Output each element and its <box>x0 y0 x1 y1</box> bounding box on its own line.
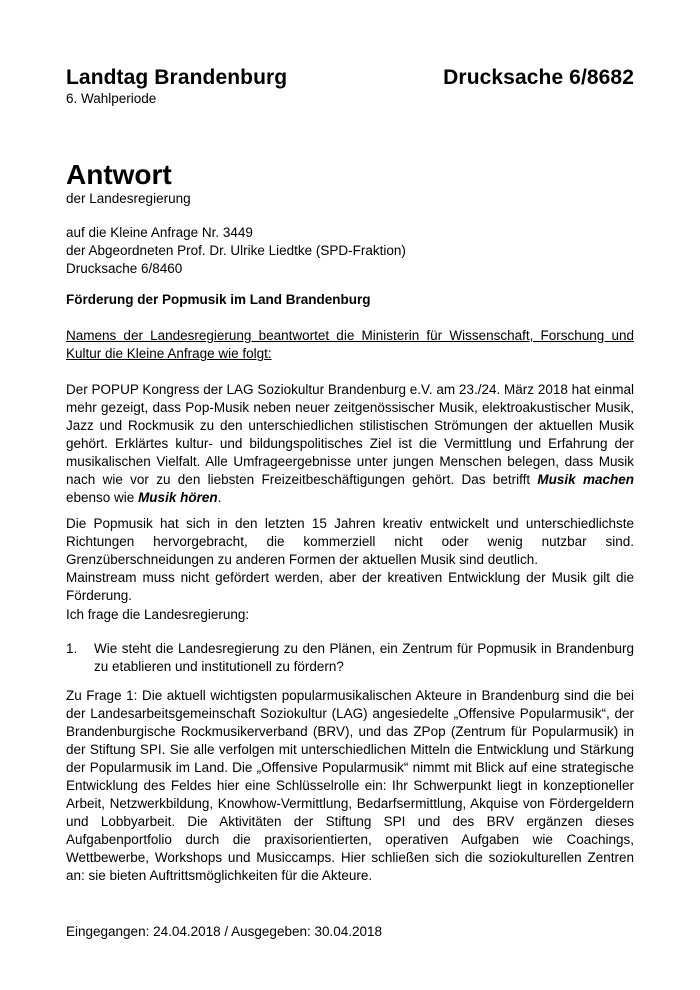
paragraph-development-line-b: Mainstream muss nicht gefördert werden, aber der kreativen Entwicklung der Musik gilt die Förderung. <box>66 570 634 603</box>
issuer-line: der Landesregierung <box>66 191 191 206</box>
emphasis-musik-hoeren: Musik hören <box>138 490 218 505</box>
question-intro: Ich frage die Landesregierung: <box>66 607 250 622</box>
reference-line-2: der Abgeordneten Prof. Dr. Ulrike Liedtke (SPD-Fraktion) <box>66 243 406 258</box>
paragraph-context-text-a: Der POPUP Kongress der LAG Soziokultur Brandenburg e.V. am 23./24. März 2018 hat einmal mehr gezeigt, dass Pop-Musik neben neuer zeitgenössischer Musik, elektroakustischer Musik, Jazz und Rockmusik zu den unterschiedlichen stilistischen Strömungen der aktuellen Musik gehört. Erklärtes kultur- und bildungspolitisches Ziel ist die Vermittlung und Erfahrung der musikalischen Vielfalt. Alle Umfrageergebnisse unter jungen Menschen belegen, dass Musik nach wie vor zu den liebsten Freizeitbeschäftigungen gehört. Das betrifft <box>66 382 634 487</box>
question-text: Wie steht die Landesregierung zu den Plänen, ein Zentrum für Popmusik in Brandenburg zu etablieren und institutionell zu fördern? <box>94 641 634 674</box>
paragraph-development-line-a: Die Popmusik hat sich in den letzten 15 Jahren kreativ entwickelt und unterschiedlichste Richtungen hervorgebracht, die kommerziell nicht oder wenig nutzbar sind. Grenzüberschneidungen zu anderen Formen der aktuellen Musik sind deutlich. <box>66 516 634 567</box>
question-number: 1. <box>66 641 78 656</box>
question-item <box>66 640 634 676</box>
reference-line-1: auf die Kleine Anfrage Nr. 3449 <box>66 225 253 240</box>
print-number: Drucksache 6/8682 <box>443 66 634 89</box>
reference-line-3: Drucksache 6/8460 <box>66 261 183 276</box>
legislative-period: 6. Wahlperiode <box>66 91 157 106</box>
answer-paragraph: Zu Frage 1: Die aktuell wichtigsten popularmusikalischen Akteure in Brandenburg sind die bei der Landesarbeitsgemeinschaft Soziokultur (LAG) angesiedelte „Offensive Popularmusik“, der Brandenburgische Rockmusikerverband (BRV), und das ZPop (Zentrum für Popularmusik) in der Stiftung SPI. Sie alle verfolgen mit unterschiedlichen Mitteln die Entwicklung und Stärkung der Popularmusik im Land. Die „Offensive Popularmusik“ nimmt mit Blick auf eine strategische Entwicklung des Feldes hier eine Schlüsselrolle ein: Ihr Schwerpunkt liegt in konzeptioneller Arbeit, Netzwerkbildung, Knowhow-Vermittlung, Bedarfsermittlung, Akquise von Fördergeldern und Lobbyarbeit. Die Aktivitäten der Stiftung SPI und des BRV ergänzen dieses Aufgabenportfolio durch die praxisorientierten, operativen Aufgaben wie Coachings, Wettbewerbe, Workshops und Musiccamps. Hier schließen sich die soziokulturellen Zentren an: sie bieten Auftrittsmöglichkeiten für die Akteure. <box>66 688 634 883</box>
paragraph-context-text-b: ebenso wie <box>66 490 139 505</box>
subject-heading: Förderung der Popmusik im Land Brandenburg <box>66 292 371 307</box>
paragraph-context-text-c: . <box>217 490 222 505</box>
emphasis-musik-machen: Musik machen <box>537 472 634 487</box>
paragraph-context <box>66 381 634 507</box>
dates-footer: Eingegangen: 24.04.2018 / Ausgegeben: 30.04.2018 <box>66 924 383 939</box>
paragraph-development <box>66 515 634 605</box>
document-type-heading: Antwort <box>66 159 172 190</box>
parliament-name: Landtag Brandenburg <box>66 66 288 89</box>
intro-statement: Namens der Landesregierung beantwortet die Ministerin für Wissenschaft, Forschung und Kultur die Kleine Anfrage wie folgt: <box>66 328 634 361</box>
document-header <box>66 66 634 90</box>
